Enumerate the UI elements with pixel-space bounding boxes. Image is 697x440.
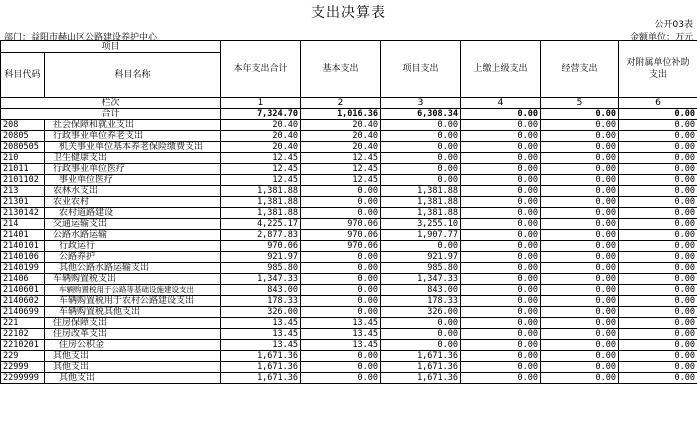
amount-cell: 0.00 (461, 230, 541, 241)
amount-cell: 0.00 (541, 362, 619, 373)
amount-cell: 0.00 (381, 329, 461, 340)
subject-code: 21401 (1, 230, 45, 241)
amount-cell: 0.00 (461, 241, 541, 252)
expenditure-table (0, 40, 697, 384)
table-row (1, 131, 697, 142)
amount-cell: 0.00 (301, 296, 381, 307)
amount-cell: 970.06 (301, 230, 381, 241)
amount-cell: 0.00 (301, 373, 381, 384)
subject-name: 其他支出 (45, 362, 221, 373)
amount-cell: 3,255.10 (381, 219, 461, 230)
amount-cell: 0.00 (619, 252, 697, 263)
amount-cell: 0.00 (461, 373, 541, 384)
table-row (1, 153, 697, 164)
total-cell: 7,324.70 (221, 109, 301, 120)
amount-cell: 1,381.88 (381, 186, 461, 197)
amount-cell: 0.00 (619, 274, 697, 285)
amount-cell: 0.00 (541, 373, 619, 384)
amount-cell: 0.00 (619, 131, 697, 142)
amount-cell: 20.40 (221, 142, 301, 153)
amount-cell: 0.00 (461, 252, 541, 263)
amount-cell: 0.00 (541, 241, 619, 252)
amount-cell: 0.00 (461, 362, 541, 373)
amount-cell: 12.45 (221, 175, 301, 186)
subject-name: 车辆购置税其他支出 (45, 307, 221, 318)
amount-cell: 0.00 (619, 175, 697, 186)
amount-cell: 0.00 (541, 142, 619, 153)
table-row (1, 164, 697, 175)
amount-cell: 0.00 (541, 197, 619, 208)
amount-cell: 0.00 (461, 219, 541, 230)
report-title: 支出决算表 (311, 5, 386, 21)
subject-name: 住房保障支出 (45, 318, 221, 329)
subject-name: 交通运输支出 (45, 219, 221, 230)
amount-cell: 1,381.88 (221, 186, 301, 197)
amount-cell: 0.00 (541, 219, 619, 230)
subject-name: 卫生健康支出 (45, 153, 221, 164)
amount-cell: 0.00 (301, 307, 381, 318)
amount-cell: 0.00 (619, 186, 697, 197)
amount-cell: 1,381.88 (221, 208, 301, 219)
col-number: 6 (619, 98, 697, 109)
subject-code: 21406 (1, 274, 45, 285)
subject-name: 车辆购置税用于公路等基础设施建设支出 (45, 285, 221, 296)
amount-cell: 1,671.36 (381, 373, 461, 384)
amount-cell: 843.00 (381, 285, 461, 296)
amount-cell: 0.00 (619, 340, 697, 351)
amount-cell: 1,381.88 (381, 197, 461, 208)
subject-name: 行政事业单位医疗 (45, 164, 221, 175)
subject-code: 21301 (1, 197, 45, 208)
amount-cell: 0.00 (301, 351, 381, 362)
amount-cell: 0.00 (381, 175, 461, 186)
amount-cell: 13.45 (301, 340, 381, 351)
amount-cell: 0.00 (461, 340, 541, 351)
table-row (1, 296, 697, 307)
table-row (1, 197, 697, 208)
amount-cell: 13.45 (221, 340, 301, 351)
amount-cell: 0.00 (619, 153, 697, 164)
subject-code: 2130142 (1, 208, 45, 219)
amount-cell: 20.40 (301, 120, 381, 131)
amount-cell: 1,671.36 (221, 351, 301, 362)
amount-cell: 0.00 (619, 362, 697, 373)
amount-cell: 1,671.36 (221, 362, 301, 373)
amount-cell: 0.00 (619, 230, 697, 241)
total-cell: 1,016.36 (301, 109, 381, 120)
subject-code: 2140699 (1, 307, 45, 318)
total-cell: 0.00 (541, 109, 619, 120)
amount-cell: 0.00 (461, 131, 541, 142)
table-row (1, 285, 697, 296)
subject-name: 住房公积金 (45, 340, 221, 351)
total-cell: 0.00 (461, 109, 541, 120)
total-label: 合计 (1, 109, 221, 120)
amount-cell: 0.00 (541, 274, 619, 285)
amount-cell: 0.00 (619, 318, 697, 329)
amount-cell: 0.00 (619, 263, 697, 274)
subject-code: 20805 (1, 131, 45, 142)
amount-cell: 970.06 (221, 241, 301, 252)
subject-code: 22102 (1, 329, 45, 340)
amount-cell: 0.00 (619, 241, 697, 252)
amount-cell: 0.00 (461, 153, 541, 164)
amount-cell: 0.00 (461, 186, 541, 197)
amount-cell: 20.40 (221, 120, 301, 131)
unit-label: 金额单位：万元 (629, 33, 693, 43)
subject-code: 22999 (1, 362, 45, 373)
subject-name: 机关事业单位基本养老保险缴费支出 (45, 142, 221, 153)
header-subsidy: 对附属单位补助支出 (619, 41, 697, 98)
amount-cell: 0.00 (541, 263, 619, 274)
header-upper: 上缴上级支出 (461, 41, 541, 98)
header-operating: 经营支出 (541, 41, 619, 98)
subject-name: 其他支出 (45, 351, 221, 362)
amount-cell: 13.45 (221, 329, 301, 340)
amount-cell: 0.00 (461, 208, 541, 219)
subject-code: 2101102 (1, 175, 45, 186)
amount-cell: 0.00 (461, 164, 541, 175)
amount-cell: 970.06 (301, 241, 381, 252)
table-row (1, 263, 697, 274)
header-total: 本年支出合计 (221, 41, 301, 98)
amount-cell: 0.00 (381, 131, 461, 142)
amount-cell: 985.80 (221, 263, 301, 274)
amount-cell: 1,347.33 (381, 274, 461, 285)
amount-cell: 0.00 (381, 120, 461, 131)
amount-cell: 0.00 (619, 208, 697, 219)
amount-cell: 178.33 (381, 296, 461, 307)
amount-cell: 1,671.36 (221, 373, 301, 384)
total-cell: 0.00 (619, 109, 697, 120)
subject-code: 2210201 (1, 340, 45, 351)
subject-name: 其他支出 (45, 373, 221, 384)
amount-cell: 0.00 (619, 142, 697, 153)
subject-name: 车辆购置税支出 (45, 274, 221, 285)
amount-cell: 0.00 (461, 263, 541, 274)
amount-cell: 921.97 (381, 252, 461, 263)
amount-cell: 0.00 (301, 274, 381, 285)
amount-cell: 326.00 (221, 307, 301, 318)
subject-name: 住房改革支出 (45, 329, 221, 340)
amount-cell: 0.00 (619, 285, 697, 296)
table-row (1, 175, 697, 186)
subject-code: 214 (1, 219, 45, 230)
amount-cell: 843.00 (221, 285, 301, 296)
col-number: 1 (221, 98, 301, 109)
amount-cell: 0.00 (619, 373, 697, 384)
amount-cell: 2,877.83 (221, 230, 301, 241)
table-row (1, 230, 697, 241)
amount-cell: 0.00 (619, 197, 697, 208)
amount-cell: 0.00 (619, 329, 697, 340)
subject-name: 社会保障和就业支出 (45, 120, 221, 131)
amount-cell: 12.45 (221, 153, 301, 164)
amount-cell: 0.00 (619, 351, 697, 362)
subject-name: 行政事业单位养老支出 (45, 131, 221, 142)
amount-cell: 0.00 (541, 351, 619, 362)
header-row-label: 栏次 (1, 98, 221, 109)
amount-cell: 12.45 (301, 175, 381, 186)
amount-cell: 985.80 (381, 263, 461, 274)
header-item: 项目 (1, 41, 221, 53)
amount-cell: 178.33 (221, 296, 301, 307)
table-row (1, 219, 697, 230)
col-number: 3 (381, 98, 461, 109)
subject-code: 208 (1, 120, 45, 131)
amount-cell: 13.45 (301, 329, 381, 340)
amount-cell: 0.00 (381, 318, 461, 329)
amount-cell: 0.00 (541, 285, 619, 296)
subject-name: 公路水路运输 (45, 230, 221, 241)
subject-code: 2140199 (1, 263, 45, 274)
amount-cell: 20.40 (301, 142, 381, 153)
amount-cell: 0.00 (461, 120, 541, 131)
table-row (1, 142, 697, 153)
amount-cell: 0.00 (541, 153, 619, 164)
amount-cell: 0.00 (541, 318, 619, 329)
table-row (1, 362, 697, 373)
amount-cell: 0.00 (461, 142, 541, 153)
amount-cell: 0.00 (541, 186, 619, 197)
col-number: 2 (301, 98, 381, 109)
amount-cell: 970.06 (301, 219, 381, 230)
subject-name: 行政运行 (45, 241, 221, 252)
amount-cell: 0.00 (541, 131, 619, 142)
amount-cell: 0.00 (461, 175, 541, 186)
amount-cell: 0.00 (461, 197, 541, 208)
amount-cell: 4,225.17 (221, 219, 301, 230)
subject-code: 210 (1, 153, 45, 164)
amount-cell: 921.97 (221, 252, 301, 263)
subject-code: 2140101 (1, 241, 45, 252)
amount-cell: 1,907.77 (381, 230, 461, 241)
subject-code: 21011 (1, 164, 45, 175)
amount-cell: 0.00 (301, 285, 381, 296)
amount-cell: 0.00 (541, 329, 619, 340)
header-project: 项目支出 (381, 41, 461, 98)
amount-cell: 0.00 (541, 164, 619, 175)
subject-name: 农林水支出 (45, 186, 221, 197)
table-code: 公开03表 (654, 20, 693, 30)
amount-cell: 0.00 (461, 351, 541, 362)
amount-cell: 0.00 (541, 208, 619, 219)
table-row (1, 329, 697, 340)
amount-cell: 0.00 (461, 285, 541, 296)
amount-cell: 12.45 (301, 153, 381, 164)
amount-cell: 0.00 (301, 252, 381, 263)
amount-cell: 0.00 (541, 175, 619, 186)
amount-cell: 0.00 (301, 263, 381, 274)
amount-cell: 0.00 (541, 230, 619, 241)
subject-code: 2140601 (1, 285, 45, 296)
amount-cell: 0.00 (541, 307, 619, 318)
amount-cell: 20.40 (221, 131, 301, 142)
table-row (1, 373, 697, 384)
table-row (1, 340, 697, 351)
amount-cell: 0.00 (541, 296, 619, 307)
table-row (1, 274, 697, 285)
subject-name: 车辆购置税用于农村公路建设支出 (45, 296, 221, 307)
amount-cell: 0.00 (381, 164, 461, 175)
amount-cell: 0.00 (381, 340, 461, 351)
total-row (1, 109, 697, 120)
total-cell: 6,308.34 (381, 109, 461, 120)
amount-cell: 0.00 (541, 252, 619, 263)
subject-code: 221 (1, 318, 45, 329)
amount-cell: 0.00 (461, 296, 541, 307)
table-row (1, 252, 697, 263)
amount-cell: 20.40 (301, 131, 381, 142)
amount-cell: 1,671.36 (381, 362, 461, 373)
amount-cell: 0.00 (461, 307, 541, 318)
amount-cell: 13.45 (301, 318, 381, 329)
table-row (1, 351, 697, 362)
table-row (1, 120, 697, 131)
amount-cell: 0.00 (381, 142, 461, 153)
amount-cell: 0.00 (619, 219, 697, 230)
amount-cell: 0.00 (619, 296, 697, 307)
subject-code: 229 (1, 351, 45, 362)
header-code: 科目代码 (1, 53, 45, 98)
header-name: 科目名称 (45, 53, 221, 98)
table-row (1, 318, 697, 329)
amount-cell: 1,347.33 (221, 274, 301, 285)
subject-code: 213 (1, 186, 45, 197)
department-label: 部门：益阳市赫山区公路建设养护中心 (4, 33, 158, 43)
amount-cell: 326.00 (381, 307, 461, 318)
subject-code: 2299999 (1, 373, 45, 384)
amount-cell: 1,381.88 (381, 208, 461, 219)
subject-code: 2080505 (1, 142, 45, 153)
table-row (1, 186, 697, 197)
amount-cell: 0.00 (301, 362, 381, 373)
amount-cell: 1,671.36 (381, 351, 461, 362)
subject-name: 事业单位医疗 (45, 175, 221, 186)
col-number: 4 (461, 98, 541, 109)
col-number: 5 (541, 98, 619, 109)
amount-cell: 12.45 (221, 164, 301, 175)
table-row (1, 307, 697, 318)
amount-cell: 12.45 (301, 164, 381, 175)
amount-cell: 0.00 (461, 274, 541, 285)
amount-cell: 0.00 (381, 153, 461, 164)
amount-cell: 0.00 (619, 120, 697, 131)
amount-cell: 0.00 (461, 329, 541, 340)
subject-name: 其他公路水路运输支出 (45, 263, 221, 274)
amount-cell: 0.00 (541, 120, 619, 131)
subject-name: 公路养护 (45, 252, 221, 263)
amount-cell: 0.00 (619, 307, 697, 318)
amount-cell: 0.00 (301, 197, 381, 208)
amount-cell: 0.00 (619, 164, 697, 175)
subject-name: 农村道路建设 (45, 208, 221, 219)
table-row (1, 208, 697, 219)
amount-cell: 0.00 (381, 241, 461, 252)
amount-cell: 0.00 (461, 318, 541, 329)
amount-cell: 1,381.88 (221, 197, 301, 208)
table-row (1, 241, 697, 252)
amount-cell: 13.45 (221, 318, 301, 329)
subject-code: 2140106 (1, 252, 45, 263)
amount-cell: 0.00 (301, 186, 381, 197)
amount-cell: 0.00 (301, 208, 381, 219)
header-basic: 基本支出 (301, 41, 381, 98)
subject-name: 农业农村 (45, 197, 221, 208)
subject-code: 2140602 (1, 296, 45, 307)
amount-cell: 0.00 (541, 340, 619, 351)
